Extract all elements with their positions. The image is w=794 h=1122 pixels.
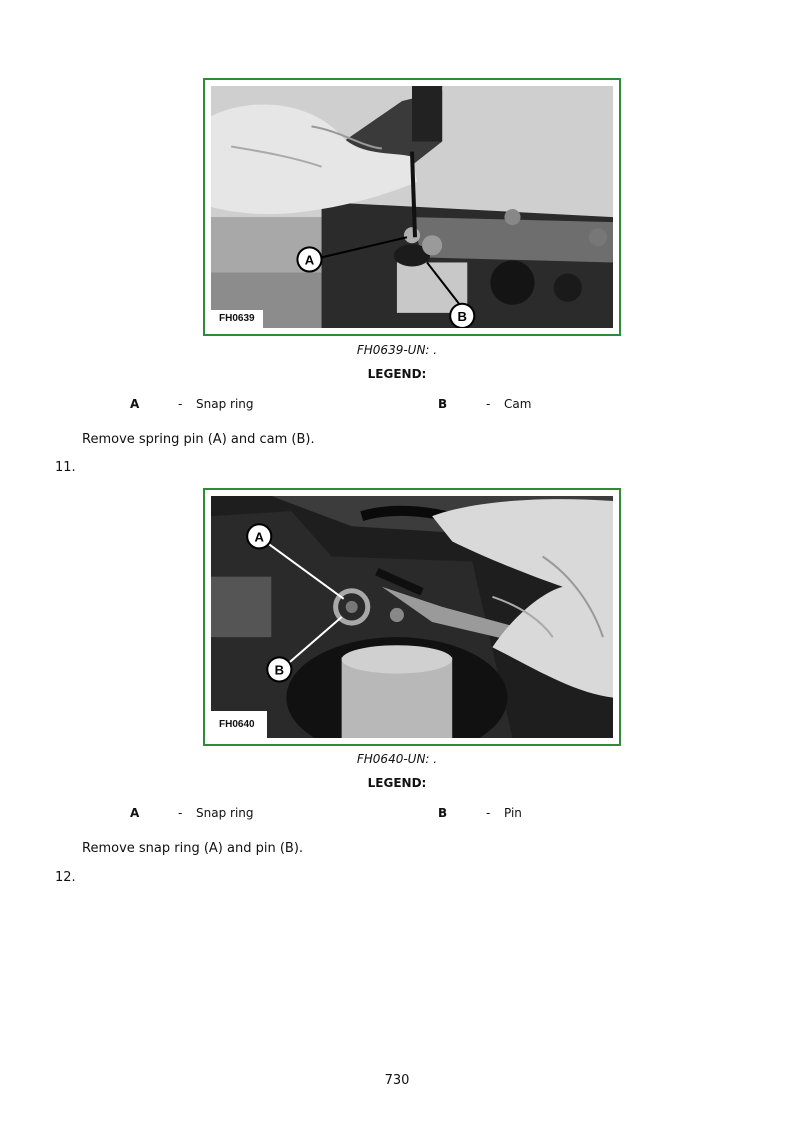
figure-caption: FH0640-UN: .	[356, 752, 438, 766]
instruction-text: Remove spring pin (A) and cam (B).	[82, 432, 315, 447]
legend-letter-b: B	[438, 397, 448, 411]
figure-fh0639	[203, 78, 621, 336]
legend-text-b: Pin	[504, 806, 522, 820]
callout-b: B	[274, 662, 285, 678]
page-number: 730	[384, 1073, 410, 1088]
photo-fh0640	[211, 496, 613, 738]
legend-letter-a: A	[130, 806, 140, 820]
legend-dash: -	[486, 806, 491, 820]
legend-text-b: Cam	[504, 397, 532, 411]
legend-title: LEGEND:	[367, 776, 427, 790]
legend-text-a: Snap ring	[196, 806, 254, 820]
legend-title: LEGEND:	[367, 367, 427, 381]
photo-fh0639	[211, 86, 613, 328]
legend-dash: -	[178, 806, 183, 820]
figure-caption: FH0639-UN: .	[356, 343, 438, 357]
instruction-text: Remove snap ring (A) and pin (B).	[82, 841, 304, 856]
legend-dash: -	[178, 397, 183, 411]
figure-fh0640	[203, 488, 621, 746]
legend-letter-b: B	[438, 806, 448, 820]
step-number-12: 12.	[55, 870, 76, 885]
legend-text-a: Snap ring	[196, 397, 254, 411]
legend-letter-a: A	[130, 397, 140, 411]
callout-b: B	[457, 308, 467, 324]
step-number-11: 11.	[55, 460, 76, 475]
figure-code: FH0639	[211, 310, 263, 328]
callout-a: A	[254, 529, 264, 545]
photo-fh0640-illustration	[211, 496, 613, 738]
legend-dash: -	[486, 397, 491, 411]
figure-code: FH0640	[211, 711, 267, 738]
photo-fh0639-illustration	[211, 86, 613, 328]
callout-a: A	[304, 252, 315, 268]
